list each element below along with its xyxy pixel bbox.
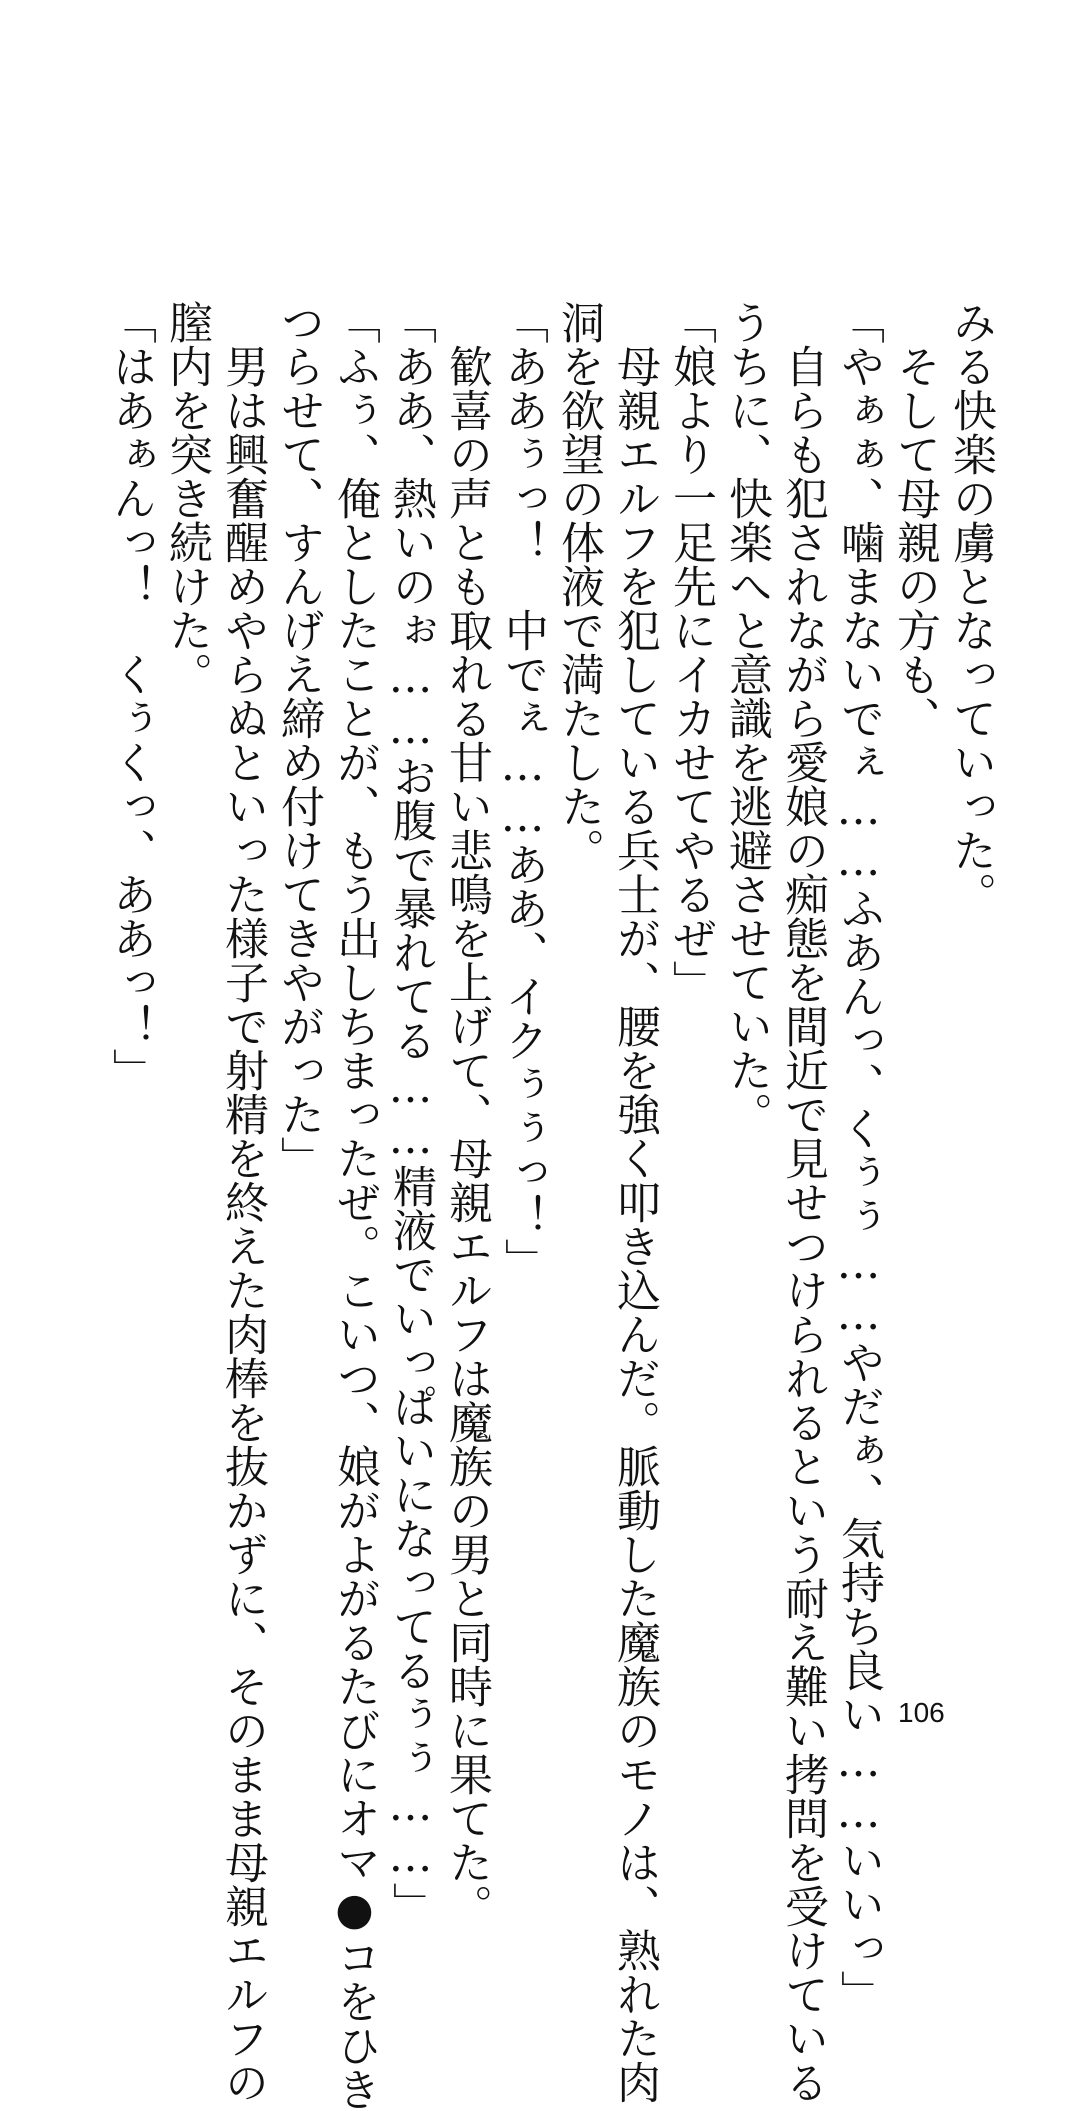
- text-line: 洞を欲望の体液で満たした。: [553, 300, 604, 872]
- text-line: 膣内を突き続けた。: [161, 300, 212, 696]
- text-line: うちに、快楽へと意識を逃避させていた。: [721, 300, 772, 1136]
- dialogue-line: 「ふぅ、俺としたことが、もう出しちまったぜ。こいつ、娘がよがるたびにオマ●コをひき: [329, 300, 380, 2111]
- text-line: 母親エルフを犯している兵士が、腰を強く叩き込んだ。脈動した魔族のモノは、熟れた肉: [609, 300, 660, 2104]
- dialogue-line: 「はあぁんっ！ くぅくっ、ああっ！」: [105, 300, 156, 1092]
- dialogue-line: 「ああぅっ！ 中でぇ……ああ、イクぅぅっ！」: [497, 300, 548, 1282]
- text-line: みる快楽の虜となっていった。: [945, 300, 996, 916]
- text-line: 歓喜の声とも取れる甘い悲鳴を上げて、母親エルフは魔族の男と同時に果てた。: [441, 300, 492, 1928]
- text-line: 男は興奮醒めやらぬといった様子で射精を終えた肉棒を抜かずに、そのまま母親エルフの: [217, 300, 268, 2104]
- dialogue-line: 「娘より一足先にイカせてやるぜ」: [665, 300, 716, 1004]
- text-line: 自らも犯されながら愛娘の痴態を間近で見せつけられるという耐え難い拷問を受けている: [777, 300, 828, 2104]
- dialogue-line: 「ああ、熱いのぉ……お腹で暴れてる……精液でいっぱいになってるぅぅ……」: [385, 300, 436, 1926]
- dialogue-line: 「やぁぁ、噛まないでぇ……ふあんっ、くぅぅ……やだぁ、気持ち良い……いいっ」: [833, 300, 884, 2014]
- text-line: そして母親の方も、: [889, 300, 940, 740]
- dialogue-line: つらせて、すんげえ締め付けてきやがった」: [273, 300, 324, 1180]
- page-number: 106: [898, 1697, 945, 1728]
